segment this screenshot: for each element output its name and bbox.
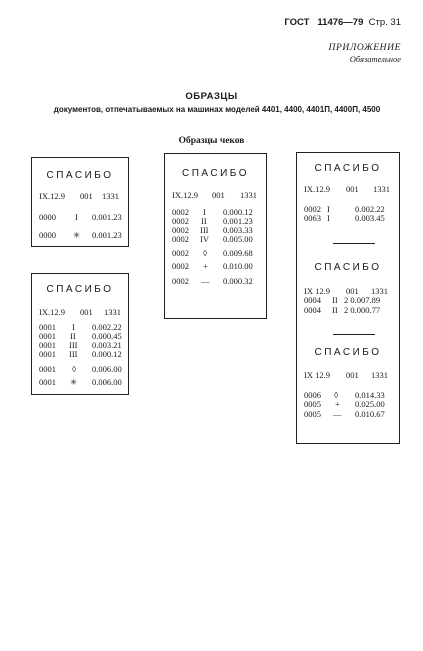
receipt-machine: 1331 <box>371 370 388 380</box>
standard-number: 11476—79 <box>317 17 364 28</box>
row-number: 0002 <box>172 234 189 244</box>
receipt-machine: 1331 <box>102 191 119 201</box>
row-section: + <box>203 261 208 271</box>
receipt-date: IX.12.9 <box>39 307 65 317</box>
row-amount: 0.010.00 <box>223 261 253 271</box>
row-amount: 0.001.23 <box>223 216 253 226</box>
row-section: III <box>69 340 78 350</box>
row-section: II <box>70 331 76 341</box>
row-number: 0005 <box>304 399 321 409</box>
row-section: I <box>72 322 75 332</box>
row-amount: 2 0.000.77 <box>344 305 381 315</box>
appendix-note <box>329 43 402 65</box>
row-section: ◊ <box>72 364 77 374</box>
row-section: ◊ <box>203 248 208 258</box>
row-number: 0001 <box>39 349 56 359</box>
row-section: II <box>201 216 207 226</box>
receipt-date: IX.12.9 <box>304 184 330 194</box>
row-amount: 0.009.68 <box>223 248 253 258</box>
receipt-date: IX.12.9 <box>39 191 65 201</box>
receipt-date: IX 12.9 <box>304 370 330 380</box>
receipt-cashier: 001 <box>80 307 93 317</box>
row-number: 0002 <box>172 225 189 235</box>
receipt-date: IX 12.9 <box>304 286 330 296</box>
row-amount: 0.006.00 <box>92 377 122 387</box>
row-amount: 0.002.22 <box>92 322 122 332</box>
row-section: II <box>332 305 338 315</box>
row-section: I <box>203 207 206 217</box>
row-amount: 0.000.45 <box>92 331 122 341</box>
row-amount: 0.005.00 <box>223 234 253 244</box>
row-amount: 0.003.33 <box>223 225 253 235</box>
receipt-title: СПАСИБО <box>46 170 114 181</box>
row-section: III <box>69 349 78 359</box>
row-number: 0006 <box>304 390 321 400</box>
section-divider <box>333 243 375 244</box>
row-number: 0001 <box>39 340 56 350</box>
row-number: 0002 <box>172 276 189 286</box>
row-number: 0004 <box>304 305 321 315</box>
row-amount: 2 0.007.89 <box>344 295 381 305</box>
row-section: ✳ <box>70 377 78 387</box>
row-section: I <box>327 213 330 223</box>
row-number: 0002 <box>172 248 189 258</box>
row-number: 0000 <box>39 230 56 240</box>
row-amount: 0.001.23 <box>92 212 122 222</box>
receipt-title: СПАСИБО <box>314 262 382 273</box>
row-number: 0002 <box>172 207 189 217</box>
row-section: ◊ <box>334 390 339 400</box>
receipt-machine: 1331 <box>104 307 121 317</box>
receipt-sample-4 <box>296 152 400 444</box>
row-section: IV <box>200 234 209 244</box>
section-caption: Образцы чеков <box>178 136 245 146</box>
receipt-sample-3 <box>164 153 267 319</box>
receipt-machine: 1331 <box>240 190 257 200</box>
receipt-title: СПАСИБО <box>314 163 382 174</box>
row-number: 0063 <box>304 213 321 223</box>
row-number: 0005 <box>304 409 321 419</box>
row-section: I <box>75 212 78 222</box>
row-amount: 0.014.33 <box>355 390 385 400</box>
row-amount: 0.000.12 <box>223 207 253 217</box>
row-number: 0001 <box>39 331 56 341</box>
receipt-cashier: 001 <box>80 191 93 201</box>
row-amount: 0.025.00 <box>355 399 385 409</box>
row-number: 0001 <box>39 364 56 374</box>
row-section: I <box>327 204 330 214</box>
row-number: 0002 <box>172 216 189 226</box>
appendix-subtitle: Обязательное <box>349 54 401 64</box>
page-header <box>284 17 401 28</box>
row-number: 0002 <box>304 204 321 214</box>
row-amount: 0.002.22 <box>355 204 385 214</box>
row-section: — <box>201 276 210 286</box>
row-amount: 0.000.12 <box>92 349 122 359</box>
row-amount: 0.010.67 <box>355 409 385 419</box>
row-amount: 0.000.32 <box>223 276 253 286</box>
row-number: 0002 <box>172 261 189 271</box>
receipt-cashier: 001 <box>346 370 359 380</box>
receipt-cashier: 001 <box>346 184 359 194</box>
row-section: II <box>332 295 338 305</box>
standard-label: ГОСТ <box>284 17 310 28</box>
receipt-machine: 1331 <box>371 286 388 296</box>
row-amount: 0.001.23 <box>92 230 122 240</box>
row-number: 0000 <box>39 212 56 222</box>
receipt-sample-2 <box>31 273 129 395</box>
row-amount: 0.003.21 <box>92 340 122 350</box>
row-section: ✳ <box>73 230 81 240</box>
receipt-date: IX.12.9 <box>172 190 198 200</box>
row-number: 0001 <box>39 322 56 332</box>
receipt-machine: 1331 <box>373 184 390 194</box>
document-title: ОБРАЗЦЫ <box>185 91 238 102</box>
row-section: + <box>335 399 340 409</box>
row-number: 0001 <box>39 377 56 387</box>
receipt-cashier: 001 <box>212 190 225 200</box>
appendix-title: ПРИЛОЖЕНИЕ <box>328 43 401 53</box>
receipt-title: СПАСИБО <box>314 347 382 358</box>
document-subtitle: документов, отпечатываемых на машинах моделей 4401, 4400, 4401П, 4400П, 4500 <box>53 105 381 114</box>
row-section: — <box>333 409 342 419</box>
row-number: 0004 <box>304 295 321 305</box>
receipt-title: СПАСИБО <box>46 284 114 295</box>
row-amount: 0.003.45 <box>355 213 385 223</box>
receipt-sample-1 <box>31 157 129 247</box>
row-section: III <box>200 225 209 235</box>
row-amount: 0.006.00 <box>92 364 122 374</box>
receipt-title: СПАСИБО <box>182 168 249 179</box>
page-number: Стр. 31 <box>368 17 401 28</box>
receipt-cashier: 001 <box>346 286 359 296</box>
section-divider <box>333 334 375 335</box>
